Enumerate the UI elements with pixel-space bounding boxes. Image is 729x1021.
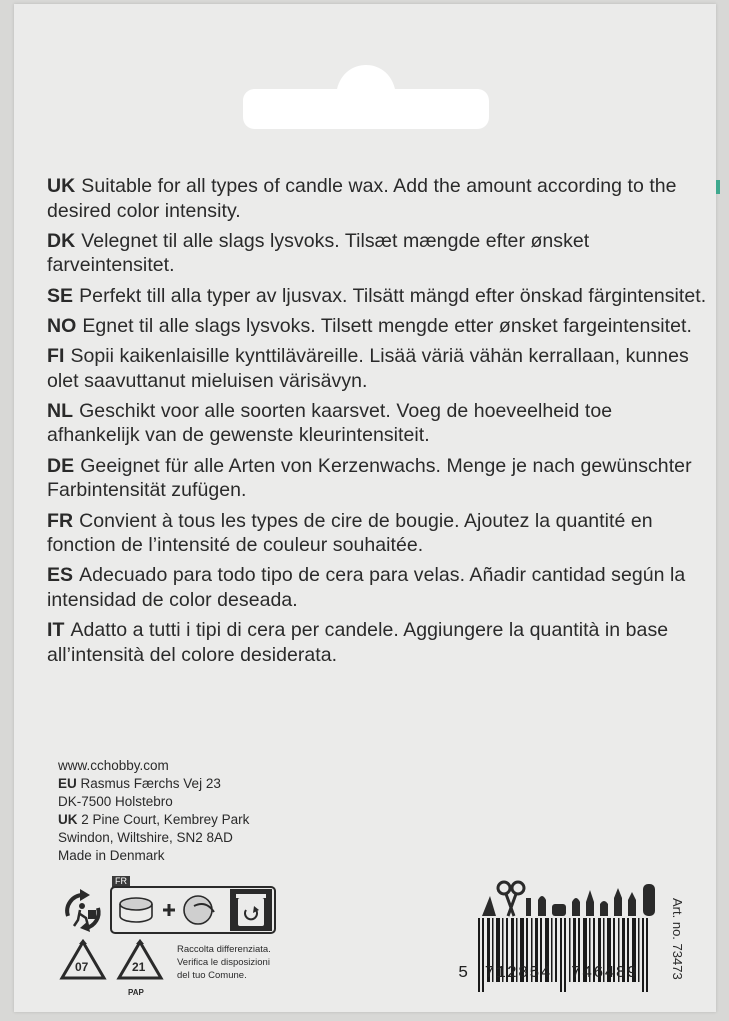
- paragraph-text: Geschikt voor alle soorten kaarsvet. Voeg de hoeveelheid toe afhankelijk van de gewenste kleurintensiteit.: [47, 399, 613, 447]
- made-in: Made in Denmark: [58, 848, 165, 863]
- recycling-note-line2: Verifica le disposizioni: [177, 957, 270, 968]
- lang-code: DE: [47, 454, 75, 477]
- paragraph-text: Perfekt till alla typer av ljusvax. Tilsätt mängd efter önskad färgintensitet.: [79, 284, 707, 307]
- website: www.cchobby.com: [58, 758, 169, 773]
- paragraph-nl: [47, 399, 707, 448]
- paragraph-dk: [47, 229, 707, 278]
- uk-address-line2: Swindon, Wiltshire, SN2 8AD: [58, 830, 233, 845]
- paragraph-text: Convient à tous les types de cire de bougie. Ajoutez la quantité en fonction de l’intensité de couleur souhaitée.: [47, 509, 653, 557]
- barcode-right-digits: 746489: [570, 964, 639, 983]
- eu-address-line2: DK-7500 Holstebro: [58, 794, 173, 809]
- recycling-note: [177, 943, 297, 982]
- card-edge-accent: [716, 180, 720, 194]
- barcode-number: [458, 964, 664, 983]
- tidyman-recycle-icon: [58, 886, 108, 941]
- recycling-note-line3: del tuo Comune.: [177, 970, 247, 981]
- uk-code: UK: [58, 812, 78, 827]
- lang-code: SE: [47, 284, 74, 307]
- pap-text: PAP: [128, 988, 144, 997]
- paragraph-fi: [47, 344, 707, 393]
- article-number: Art. no. 73473: [670, 898, 685, 980]
- lang-code: ES: [47, 564, 74, 587]
- paragraph-text: Adatto a tutti i tipi di cera per candele. Aggiungere la quantità in base all’intensità del colore desiderata.: [47, 619, 669, 666]
- paragraph-es: [47, 563, 707, 612]
- uk-address-line1: [58, 811, 358, 829]
- paragraph-text: Egnet til alle slags lysvoks. Tilsett mengde etter ønsket fargeintensitet.: [82, 314, 692, 337]
- paragraph-no: [47, 314, 707, 339]
- paragraph-se: [47, 284, 707, 309]
- uk-street: 2 Pine Court, Kembrey Park: [81, 812, 250, 827]
- eu-street: Rasmus Færchs Vej 23: [80, 776, 221, 791]
- paragraph-text: Velegnet til alle slags lysvoks. Tilsæt mængde efter ønsket farveintensitet.: [47, 229, 590, 277]
- pap-21-label: 21: [132, 960, 146, 974]
- pap-07-label: 07: [75, 960, 89, 974]
- paragraph-text: Adecuado para todo tipo de cera para velas. Añadir cantidad según la intensidad de color deseada.: [47, 564, 686, 611]
- lang-code: IT: [47, 619, 65, 642]
- lang-code: FR: [47, 509, 74, 532]
- pap-21-recycle-icon: [115, 938, 165, 991]
- barcode-first-digit: 5: [458, 964, 470, 983]
- fr-tag: FR: [112, 876, 130, 887]
- paragraph-fr: [47, 509, 707, 558]
- barcode-left-digits: 712854: [484, 964, 552, 983]
- paragraph-uk: [47, 174, 707, 223]
- manufacturer-address: [58, 757, 358, 865]
- paragraph-text: Sopii kaikenlaisille kynttiläväreille. Lisää väriä vähän kerrallaan, kunnes olet saavuttanut mieluisen värisävyn.: [47, 345, 689, 392]
- lang-code: DK: [47, 229, 76, 252]
- hang-hole: [243, 63, 489, 129]
- triman-sorting-icon: [110, 886, 276, 939]
- pap-07-recycle-icon: [58, 938, 108, 991]
- lang-code: NO: [47, 314, 77, 337]
- lang-code: FI: [47, 345, 65, 368]
- paragraph-text: Geeignet für alle Arten von Kerzenwachs. Menge je nach gewünschter Farbintensität zufügen.: [47, 454, 692, 502]
- eu-address-line1: [58, 775, 358, 793]
- recycling-note-line1: Raccolta differenziata.: [177, 944, 271, 955]
- eu-code: EU: [58, 776, 77, 791]
- lang-code: NL: [47, 399, 74, 422]
- multilingual-description: [47, 174, 707, 673]
- paragraph-text: Suitable for all types of candle wax. Add the amount according to the desired color intensity.: [47, 175, 677, 222]
- paragraph-it: [47, 618, 707, 667]
- paragraph-de: [47, 454, 707, 503]
- lang-code: UK: [47, 175, 76, 197]
